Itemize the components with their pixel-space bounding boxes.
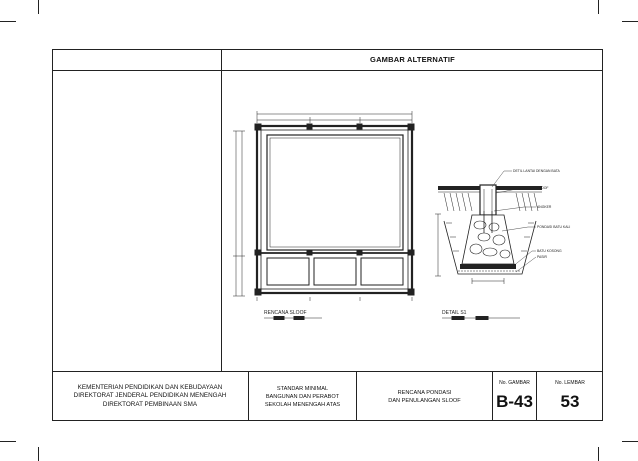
plan-title-cell — [357, 371, 493, 421]
drawing-number-label: No. GAMBAR — [499, 380, 530, 386]
callout-floor: DETIL LANTAI DENGAN BATA — [513, 169, 560, 173]
drawing-number-cell — [493, 371, 537, 421]
callout-anchor: ANGKER — [537, 205, 552, 209]
sheet-number-label: No. LEMBAR — [555, 380, 585, 386]
sheet-number: 53 — [560, 392, 580, 411]
drawing-number: B-43 — [496, 392, 533, 411]
sloof-detail-section — [435, 185, 542, 284]
callout-stone-foundation: PONDASI BATU KALI — [537, 225, 571, 229]
header-left-cell — [52, 49, 222, 71]
crop-mark — [598, 447, 599, 461]
foundation-plan — [233, 111, 414, 301]
standard-cell — [249, 371, 357, 421]
standard-line-3: SEKOLAH MENENGAH ATAS — [264, 401, 341, 408]
crop-mark — [0, 21, 16, 22]
crop-mark — [622, 441, 638, 442]
plan-title-line-1: RENCANA PONDASI — [397, 389, 452, 396]
standard-line-2: BANGUNAN DAN PERABOT — [265, 393, 340, 400]
crop-mark — [38, 0, 39, 14]
sheet-number-cell — [537, 371, 603, 421]
plan-scale-bar — [264, 317, 322, 320]
crop-mark — [0, 441, 16, 442]
crop-mark — [622, 21, 638, 22]
plan-title-line-2: DAN PENULANGAN SLOOF — [388, 397, 461, 404]
drawing-canvas — [222, 71, 603, 371]
sheet-title: GAMBAR ALTERNATIF — [222, 49, 603, 71]
plan-caption: RENCANA SLOOF — [264, 310, 307, 316]
institution-line-1: KEMENTERIAN PENDIDIKAN DAN KEBUDAYAAN — [77, 383, 223, 391]
callout-empty-stone: BATU KOSONG — [537, 249, 562, 253]
institution-line-3: DIREKTORAT PEMBINAAN SMA — [102, 400, 198, 408]
detail-scale-bar — [442, 317, 520, 320]
callout-sand: PASIR — [537, 255, 547, 259]
institution-line-2: DIREKTORAT JENDERAL PENDIDIKAN MENENGAH — [73, 392, 227, 400]
standard-line-1: STANDAR MINIMAL — [276, 385, 329, 392]
crop-mark — [598, 0, 599, 14]
detail-caption: DETAIL S1 — [442, 310, 467, 316]
callout-sloof: SLOOF — [537, 186, 549, 190]
institution-cell — [52, 371, 249, 421]
notes-column — [52, 71, 222, 371]
crop-mark — [38, 447, 39, 461]
